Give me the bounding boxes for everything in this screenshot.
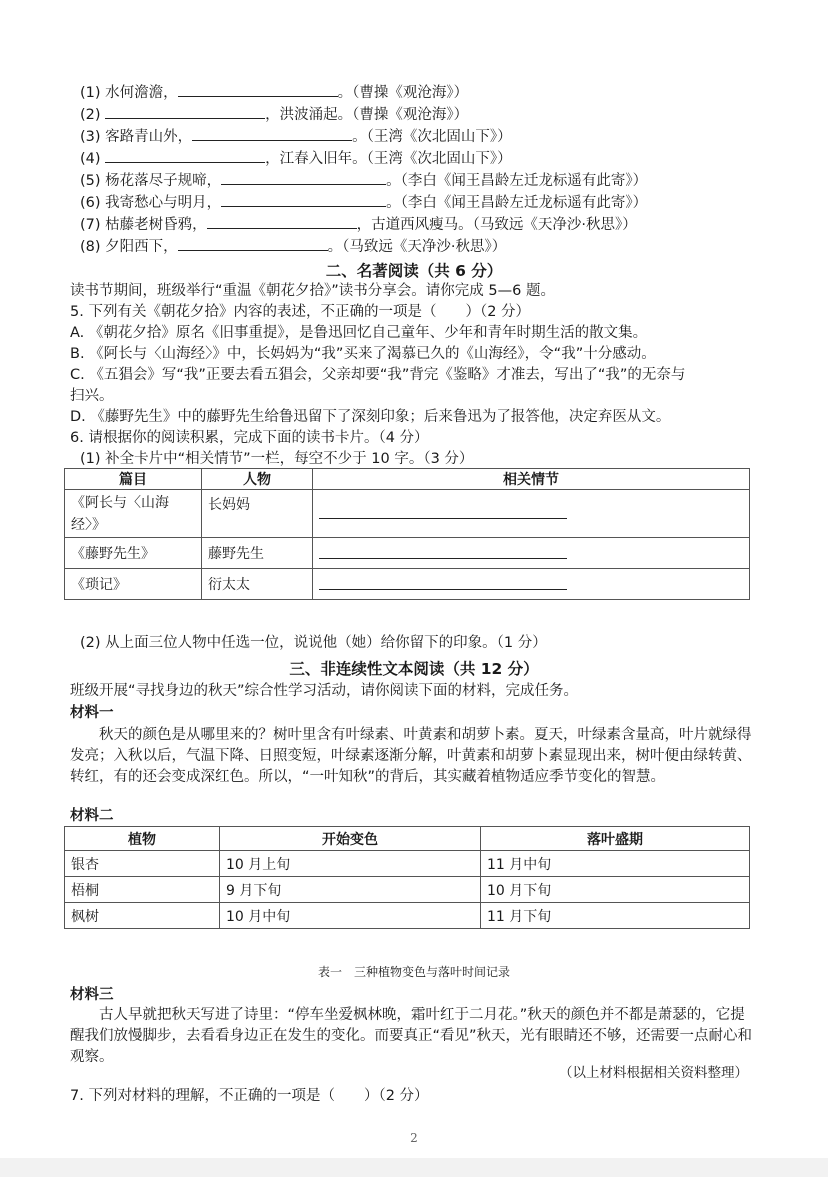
item-number: (7) (80, 217, 101, 233)
leaf-fall-cell: 11 月下旬 (481, 903, 750, 929)
card-plot-cell[interactable] (313, 569, 750, 600)
question-6-1: (1) 补全卡片中“相关情节”一栏，每空不少于 10 字。（3 分） (80, 451, 474, 467)
table-caption: 表一 三种植物变色与落叶时间记录 (317, 965, 510, 979)
section-intro: 班级开展“寻找身边的秋天”综合性学习活动，请你阅读下面的材料，完成任务。 (70, 683, 579, 699)
card-person-cell: 衍太太 (202, 569, 313, 600)
answer-blank[interactable] (105, 148, 265, 163)
answer-blank[interactable] (105, 104, 265, 119)
item-number: (3) (80, 129, 101, 145)
item-number: (4) (80, 151, 101, 167)
poem-source: ，洪波涌起。（曹操《观沧海》） (265, 107, 469, 123)
material-2-label: 材料二 (70, 808, 114, 824)
plant-cell: 银杏 (65, 851, 220, 877)
color-start-cell: 10 月中旬 (220, 903, 481, 929)
poem-text: 杨花落尽子规啼， (105, 173, 222, 189)
poem-line-1 (80, 82, 468, 103)
source-note: （以上材料根据相关资料整理） (559, 1065, 748, 1081)
card-plot-cell[interactable] (313, 538, 750, 569)
item-number: (1) (80, 85, 101, 101)
reading-card-table (64, 468, 750, 600)
section-title: 三、非连续性文本阅读（共 12 分） (289, 660, 539, 678)
poem-source: ，古道西风瘦马。（马致远《天净沙·秋思》） (356, 217, 637, 233)
card-person-cell: 藤野先生 (202, 538, 313, 569)
poem-text: 客路青山外， (105, 129, 193, 145)
page-number: 2 (410, 1131, 418, 1145)
table-row (65, 903, 750, 929)
poem-line-2 (80, 104, 468, 125)
poem-line-6 (80, 192, 647, 213)
material-3-text: 古人早就把秋天写进了诗里：“停车坐爱枫林晚，霜叶红于二月花。”秋天的颜色并不都是萧瑟的，它提醒我们放慢脚步，去看看身边正在发生的变化。而要真正“看见”秋天，光有眼睛还不够，还需要一点耐心和观察。 (70, 1007, 753, 1065)
section-intro: 读书节期间，班级举行“重温《朝花夕拾》”读书分享会。请你完成 5—6 题。 (70, 283, 555, 299)
poem-line-4 (80, 148, 512, 169)
table-row (65, 490, 750, 538)
question-6-2: (2) 从上面三位人物中任选一位，说说他（她）给你留下的印象。（1 分） (80, 635, 547, 651)
question-5: 5. 下列有关《朝花夕拾》内容的表述，不正确的一项是（ ）（2 分） (70, 304, 531, 320)
card-title-cell: 《藤野先生》 (65, 538, 202, 569)
card-person-cell: 长妈妈 (202, 490, 313, 538)
table-row (65, 877, 750, 903)
option-b[interactable]: B. 《阿长与〈山海经〉》中，长妈妈为“我”买来了渴慕已久的《山海经》，令“我”十分感动。 (70, 346, 656, 362)
answer-blank[interactable] (319, 575, 567, 590)
card-title-cell: 《阿长与〈山海 经〉》 (65, 490, 202, 538)
answer-blank[interactable] (221, 192, 386, 207)
col-header-color-start: 开始变色 (220, 827, 481, 851)
plant-cell: 枫树 (65, 903, 220, 929)
color-start-cell: 9 月下旬 (220, 877, 481, 903)
poem-line-7 (80, 214, 637, 235)
option-d[interactable]: D. 《藤野先生》中的藤野先生给鲁迅留下了深刻印象；后来鲁迅为了报答他，决定弃医从文。 (70, 409, 671, 425)
poem-source: 。（王湾《次北固山下》） (352, 129, 512, 145)
item-number: (2) (80, 107, 101, 123)
question-6: 6. 请根据你的阅读积累，完成下面的读书卡片。（4 分） (70, 430, 429, 446)
plant-cell: 梧桐 (65, 877, 220, 903)
answer-blank[interactable] (207, 214, 357, 229)
bottom-bar (0, 1158, 828, 1177)
leaf-fall-cell: 10 月下旬 (481, 877, 750, 903)
material-1-label: 材料一 (70, 705, 114, 721)
leaf-fall-cell: 11 月中旬 (481, 851, 750, 877)
poem-text: 我寄愁心与明月， (105, 195, 222, 211)
item-number: (8) (80, 239, 101, 255)
table-row (65, 851, 750, 877)
poem-text: 枯藤老树昏鸦， (105, 217, 207, 233)
item-number: (6) (80, 195, 101, 211)
item-number: (5) (80, 173, 101, 189)
answer-blank[interactable] (178, 82, 338, 97)
table-row (65, 538, 750, 569)
answer-blank[interactable] (319, 544, 567, 559)
option-a[interactable]: A. 《朝花夕拾》原名《旧事重提》，是鲁迅回忆自己童年、少年和青年时期生活的散文集。 (70, 325, 648, 341)
col-header-title: 篇目 (65, 469, 202, 490)
option-c-cont: 扫兴。 (70, 388, 114, 404)
poem-source: 。（李白《闻王昌龄左迁龙标遥有此寄》） (386, 173, 648, 189)
col-header-plant: 植物 (65, 827, 220, 851)
answer-blank[interactable] (192, 126, 352, 141)
card-title-cell: 《琐记》 (65, 569, 202, 600)
col-header-person: 人物 (202, 469, 313, 490)
answer-blank[interactable] (178, 236, 328, 251)
material-1-text: 秋天的颜色是从哪里来的？树叶里含有叶绿素、叶黄素和胡萝卜素。夏天，叶绿素含量高，叶片就绿得发亮；入秋以后，气温下降、日照变短，叶绿素逐渐分解，叶黄素和胡萝卜素显现出来，树叶便由绿转黄、转红，有的还会变成深红色。所以，“一叶知秋”的背后，其实藏着植物适应季节变化的智慧。 (70, 727, 752, 785)
col-header-leaf-fall: 落叶盛期 (481, 827, 750, 851)
poem-text: 水何澹澹， (105, 85, 178, 101)
poem-source: ，江春入旧年。（王湾《次北固山下》） (265, 151, 512, 167)
poem-line-5 (80, 170, 647, 191)
poem-source: 。（曹操《观沧海》） (337, 85, 469, 101)
question-7: 7. 下列对材料的理解，不正确的一项是（ ）（2 分） (70, 1088, 429, 1104)
color-start-cell: 10 月上旬 (220, 851, 481, 877)
leaf-change-table (64, 826, 750, 929)
poem-line-8 (80, 236, 506, 257)
material-3-label: 材料三 (70, 987, 114, 1003)
answer-blank[interactable] (319, 504, 567, 519)
answer-blank[interactable] (221, 170, 386, 185)
card-plot-cell[interactable] (313, 490, 750, 538)
col-header-plot: 相关情节 (313, 469, 750, 490)
table-row (65, 569, 750, 600)
option-c[interactable]: C. 《五猖会》写“我”正要去看五猖会，父亲却要“我”背完《鉴略》才准去，写出了“我”的无奈与 (70, 367, 686, 383)
poem-line-3 (80, 126, 512, 147)
poem-text: 夕阳西下， (105, 239, 178, 255)
poem-source: 。（马致远《天净沙·秋思》） (327, 239, 507, 255)
section-title: 二、名著阅读（共 6 分） (325, 262, 503, 280)
poem-source: 。（李白《闻王昌龄左迁龙标遥有此寄》） (386, 195, 648, 211)
